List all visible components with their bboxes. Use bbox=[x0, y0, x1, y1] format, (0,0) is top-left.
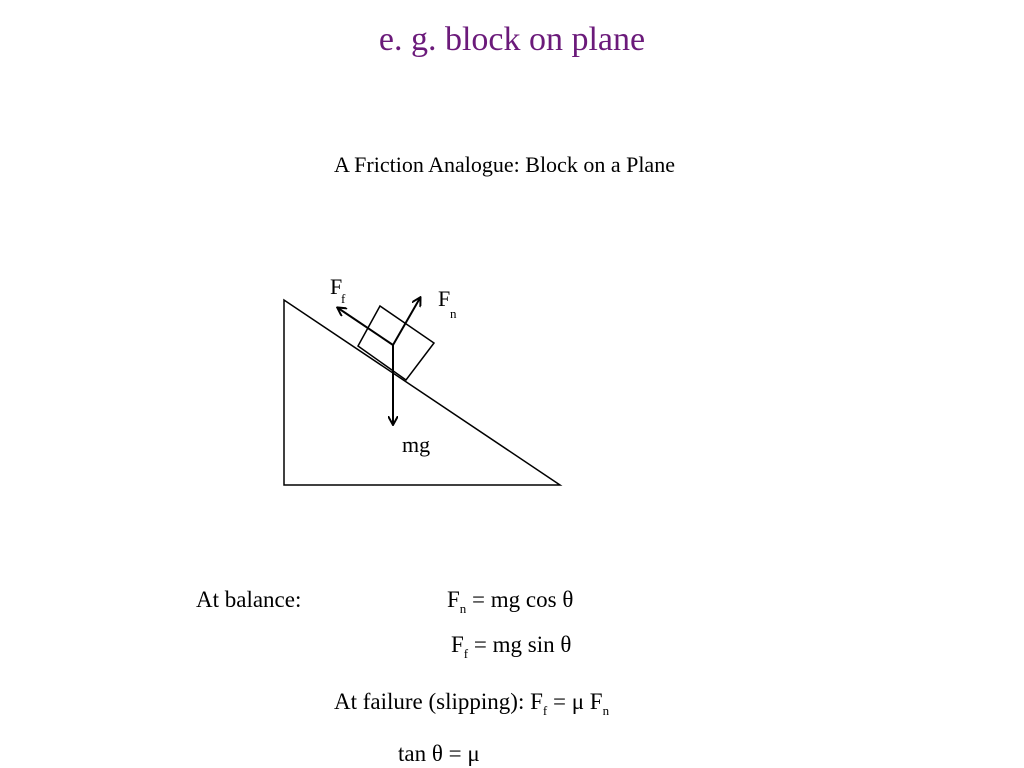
friction-eq-lhs-sub: f bbox=[463, 646, 469, 661]
normal-eq-rhs: = mg cos θ bbox=[472, 587, 574, 612]
failure-mid: = μ F bbox=[547, 689, 603, 714]
figure-caption: A Friction Analogue: Block on a Plane bbox=[334, 152, 675, 177]
normal-eq-lhs: F bbox=[447, 587, 460, 612]
normal-eq-lhs-sub: n bbox=[459, 601, 467, 616]
friction-label-main: F bbox=[330, 274, 343, 299]
friction-label-sub: f bbox=[341, 291, 346, 306]
failure-lhs-sub: f bbox=[542, 703, 548, 718]
normal-force-arrow bbox=[393, 298, 420, 345]
slide-title: e. g. block on plane bbox=[378, 21, 646, 58]
weight-label: mg bbox=[402, 432, 431, 457]
friction-eq-rhs: = mg sin θ bbox=[473, 632, 572, 657]
normal-label-main: F bbox=[438, 286, 451, 311]
failure-equation bbox=[334, 688, 609, 716]
normal-force-equation bbox=[447, 586, 573, 614]
failure-label: At failure (slipping): bbox=[334, 689, 531, 714]
failure-mid-sub: n bbox=[602, 703, 610, 718]
friction-arrow bbox=[338, 308, 393, 345]
friction-force-equation bbox=[451, 631, 571, 659]
inclined-plane bbox=[284, 300, 560, 485]
friction-eq-lhs: F bbox=[451, 632, 464, 657]
failure-lhs: F bbox=[530, 689, 543, 714]
balance-label: At balance: bbox=[196, 587, 302, 612]
normal-label-sub: n bbox=[450, 306, 457, 321]
tan-equation: tan θ = μ bbox=[398, 741, 480, 766]
block bbox=[358, 306, 434, 380]
